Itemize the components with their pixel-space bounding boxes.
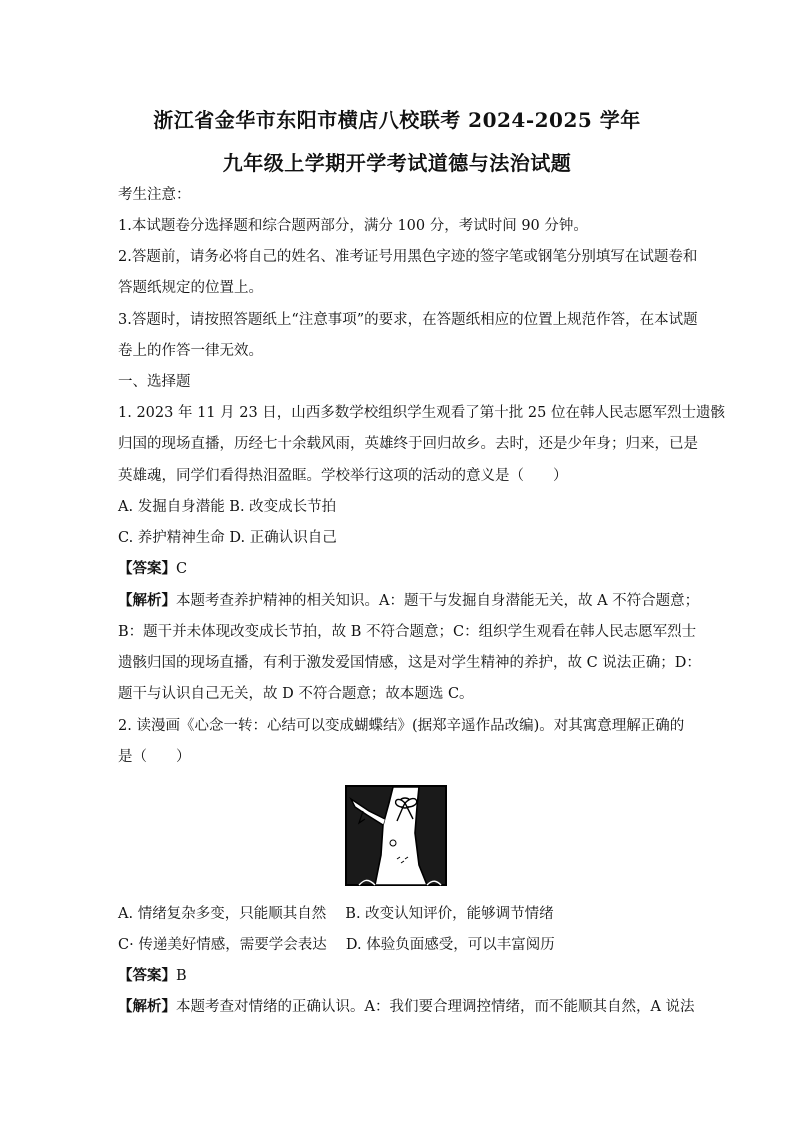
q2-answer-label: 【答案】	[118, 967, 176, 984]
q2-answer	[118, 966, 683, 986]
q1-answer-label: 【答案】	[118, 560, 176, 577]
document-title-line2: 九年级上学期开学考试道德与法治试题	[222, 151, 572, 175]
q2-stem-line2: 是（ ）	[118, 749, 191, 765]
notice-item-3-line2: 卷上的作答一律无效。	[118, 343, 263, 359]
cartoon-tree-butterfly-knot-image	[345, 785, 447, 886]
q2-answer-value: B	[176, 968, 187, 984]
document-title-line1: 浙江省金华市东阳市横店八校联考 2024-2025 学年	[153, 108, 641, 132]
q2-options-row2: C· 传递美好情感，需要学会表达 D. 体验负面感受，可以丰富阅历	[118, 937, 555, 953]
q1-analysis-label: 【解析】	[118, 592, 176, 609]
q1-analysis-line1: 【解析】本题考查养护精神的相关知识。A：题干与发掘自身潜能无关，故 A 不符合题意；	[118, 592, 700, 609]
q2-options-row1: A. 情绪复杂多变，只能顺其自然 B. 改变认知评价，能够调节情绪	[118, 906, 554, 922]
q1-options-row2: C. 养护精神生命 D. 正确认识自己	[118, 530, 337, 546]
q2-stem-line1: 2. 读漫画《心念一转：心结可以变成蝴蝶结》(据郑辛遥作品改编)。对其寓意理解正确的	[118, 718, 685, 734]
q1-answer	[118, 559, 683, 579]
q1-stem-line1: 1. 2023 年 11 月 23 日，山西多数学校组织学生观看了第十批 25 位在韩人民志愿军烈士遗骸	[118, 405, 725, 421]
q1-stem-line3: 英雄魂，同学们看得热泪盈眶。学校举行这项的活动的意义是（ ）	[118, 468, 568, 484]
q1-analysis-line4: 题干与认识自己无关，故 D 不符合题意；故本题选 C。	[118, 686, 474, 702]
notice-item-3-line1: 3.答题时，请按照答题纸上“注意事项”的要求，在答题纸相应的位置上规范作答，在本试题	[118, 312, 698, 328]
notice-item-1: 1.本试题卷分选择题和综合题两部分，满分 100 分，考试时间 90 分钟。	[118, 218, 588, 234]
q1-options-row1: A. 发掘自身潜能 B. 改变成长节拍	[118, 499, 337, 515]
q1-analysis-line3: 遗骸归国的现场直播，有利于激发爱国情感，这是对学生精神的养护，故 C 说法正确；D：	[118, 655, 701, 671]
notice-item-2-line1: 2.答题前，请务必将自己的姓名、准考证号用黑色字迹的签字笔或钢笔分别填写在试题卷和	[118, 249, 698, 265]
notice-item-2-line2: 答题纸规定的位置上。	[118, 280, 263, 296]
q2-analysis-line1: 【解析】本题考查对情绪的正确认识。A：我们要合理调控情绪，而不能顺其自然，A 说法	[118, 998, 695, 1015]
notice-heading: 考生注意：	[118, 187, 191, 203]
q1-stem-line2: 归国的现场直播，历经七十余载风雨，英雄终于回归故乡。去时，还是少年身；归来，已是	[118, 436, 698, 452]
q2-analysis-label: 【解析】	[118, 998, 176, 1015]
q1-answer-value: C	[176, 561, 188, 577]
section-heading: 一、选择题	[118, 374, 191, 390]
q1-analysis-line2: B：题干并未体现改变成长节拍，故 B 不符合题意；C：组织学生观看在韩人民志愿军烈士	[118, 624, 697, 640]
